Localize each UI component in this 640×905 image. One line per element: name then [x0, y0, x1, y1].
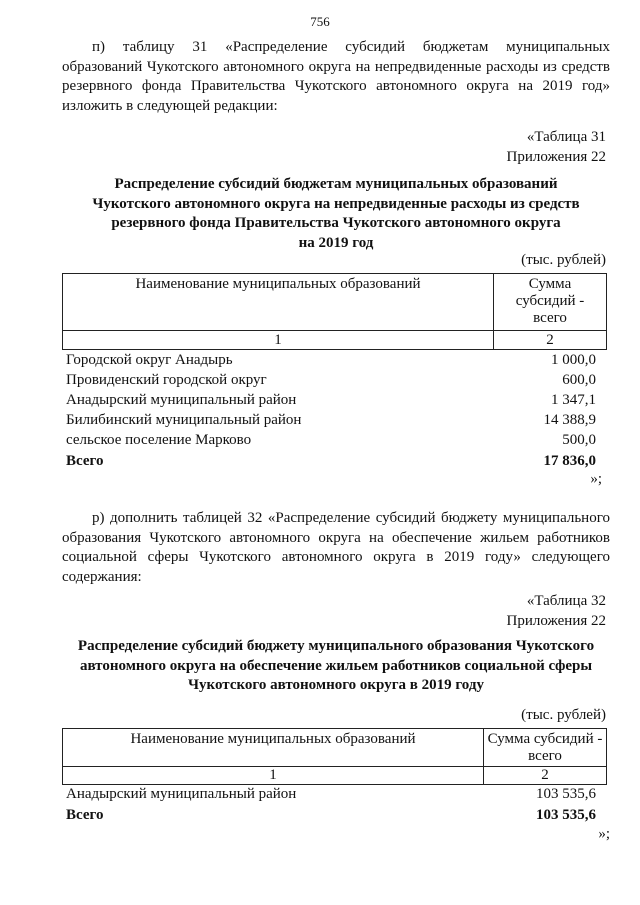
paragraph-line: образования Чукотского автономного округа на обеспечение жильем работников	[62, 529, 610, 546]
table31-label-line2: Приложения 22	[506, 148, 606, 165]
paragraph-line: резервного фонда Правительства Чукотского автономного округа на 2019 год»	[62, 78, 610, 94]
table31-closing: »;	[590, 471, 602, 487]
table31-col1-num: 1	[63, 331, 494, 350]
table32-col2-header	[484, 729, 607, 767]
row-name: Провиденский городской округ	[66, 372, 267, 388]
title-line: Распределение субсидий бюджету муниципального образования Чукотского	[77, 638, 595, 654]
table31-title	[62, 175, 610, 253]
table31-label-line1: «Таблица 31	[526, 129, 606, 145]
table31-header	[62, 273, 607, 350]
row-name: Городской округ Анадырь	[66, 352, 233, 368]
paragraph-line: изложить в следующей редакции:	[62, 97, 278, 114]
title-line: резервного фонда Правительства Чукотского автономного округа	[111, 215, 561, 231]
page-number: 756	[310, 14, 330, 29]
row-value: 500,0	[562, 432, 596, 448]
table31-label	[507, 128, 607, 167]
total-label: Всего	[66, 807, 104, 823]
title-line: Распределение субсидий бюджетам муниципальных образований	[114, 176, 558, 192]
title-line: Чукотского автономного округа в 2019 году	[188, 677, 484, 693]
table31-units: (тыс. рублей)	[521, 252, 606, 268]
table-row	[66, 410, 596, 430]
table32-closing: »;	[598, 826, 610, 842]
paragraph-line: п) таблицу 31 «Распределение субсидий бюджетам муниципальных	[92, 39, 610, 55]
total-label: Всего	[66, 453, 104, 469]
table32-col2-num: 2	[484, 767, 607, 785]
row-value: 1 000,0	[551, 352, 596, 368]
row-value: 103 535,6	[536, 786, 596, 802]
table-row	[66, 784, 596, 804]
paragraph-p	[62, 38, 610, 116]
header-line: субсидий -	[515, 293, 585, 309]
row-name: Билибинский муниципальный район	[66, 412, 302, 428]
table31-col2-num: 2	[494, 331, 607, 350]
row-name: сельское поселение Марково	[66, 432, 252, 448]
paragraph-line: социальной сферы Чукотского автономного округа в 2019 году» следующего	[62, 549, 610, 565]
title-line: автономного округа на обеспечение жильем работников социальной сферы	[79, 657, 593, 674]
table-total-row	[66, 805, 596, 825]
table32-label	[507, 592, 607, 631]
total-value: 103 535,6	[536, 807, 596, 823]
table32-label-line2: Приложения 22	[506, 612, 606, 629]
header-line: Сумма	[528, 276, 572, 292]
table-row	[66, 370, 596, 390]
table32-units: (тыс. рублей)	[521, 707, 606, 723]
table32-label-line1: «Таблица 32	[526, 593, 606, 609]
paragraph-r	[62, 509, 610, 587]
table-total-row	[66, 451, 596, 471]
title-line: на 2019 год	[298, 234, 374, 251]
paragraph-line: содержания:	[62, 568, 142, 585]
header-line: всего	[533, 310, 567, 326]
header-line: Сумма субсидий -	[487, 731, 603, 747]
row-name: Анадырский муниципальный район	[66, 786, 297, 802]
table32-header	[62, 728, 607, 785]
table-row	[66, 350, 596, 370]
header-line: всего	[528, 748, 562, 764]
table31-col1-header: Наименование муниципальных образований	[63, 274, 494, 331]
title-line: Чукотского автономного округа на непредвиденные расходы из средств	[92, 195, 580, 212]
table-row	[66, 430, 596, 450]
table32-col1-header: Наименование муниципальных образований	[63, 729, 484, 767]
row-name: Анадырский муниципальный район	[66, 392, 297, 408]
paragraph-line: р) дополнить таблицей 32 «Распределение субсидий бюджету муниципального	[92, 510, 610, 526]
total-value: 17 836,0	[543, 453, 596, 469]
row-value: 14 388,9	[543, 412, 596, 428]
row-value: 600,0	[562, 372, 596, 388]
row-value: 1 347,1	[551, 392, 596, 408]
table-row	[66, 390, 596, 410]
table32-col1-num: 1	[63, 767, 484, 785]
table32-title	[62, 637, 610, 696]
table31-col2-header	[494, 274, 607, 331]
paragraph-line: образований Чукотского автономного округа на непредвиденные расходы из средств	[62, 58, 610, 75]
